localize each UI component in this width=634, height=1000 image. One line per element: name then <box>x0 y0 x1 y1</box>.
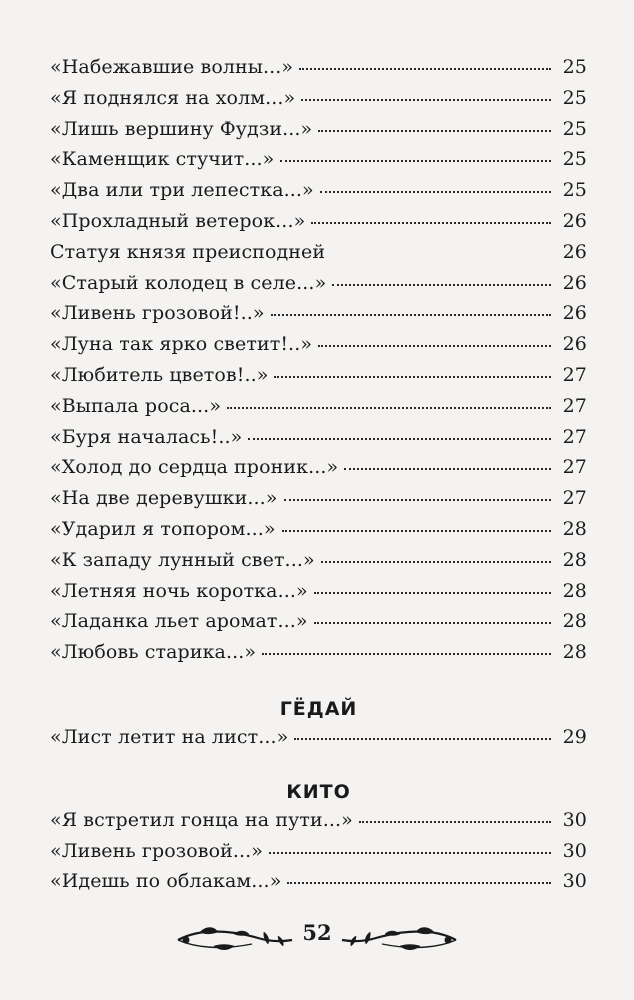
entry-page: 30 <box>562 808 587 831</box>
entry-title: «Лист летит на лист...» <box>50 725 289 748</box>
entry-title: «Ливень грозовой...» <box>50 839 264 862</box>
dot-leader <box>227 407 551 409</box>
entry-title: «Ладанка льет аромат...» <box>50 610 308 633</box>
entry-page: 28 <box>562 517 587 540</box>
entry-page: 25 <box>562 179 587 202</box>
toc-entry <box>50 580 587 611</box>
entry-title: «Буря началась!..» <box>50 425 243 448</box>
entry-title: «Я встретил гонца на пути...» <box>50 808 353 831</box>
dot-leader <box>359 821 551 823</box>
entry-page: 27 <box>562 425 587 448</box>
toc-entry <box>50 426 587 457</box>
entry-title: «Любитель цветов!..» <box>50 363 269 386</box>
dot-leader <box>344 468 551 470</box>
toc-entry <box>50 610 587 641</box>
entry-title: «Лишь вершину Фудзи...» <box>50 117 313 140</box>
entry-page: 29 <box>562 725 587 748</box>
section-heading-kito: КИТО <box>286 780 351 803</box>
dot-leader <box>287 882 551 884</box>
dot-leader <box>262 653 551 655</box>
entry-page: 28 <box>562 548 587 571</box>
entry-title: «Луна так ярко светит!..» <box>50 333 313 356</box>
toc-entry <box>50 118 587 149</box>
entry-title: «На две деревушки...» <box>50 487 278 510</box>
dot-leader <box>282 530 551 532</box>
toc-entry <box>50 56 587 87</box>
toc-entry <box>50 395 587 426</box>
toc-entry <box>50 641 587 672</box>
toc-entry <box>50 241 587 272</box>
toc-entry <box>50 179 587 210</box>
entry-page: 30 <box>562 839 587 862</box>
entry-title: «Прохладный ветерок...» <box>50 209 306 232</box>
entry-page: 27 <box>562 363 587 386</box>
dot-leader <box>284 499 551 501</box>
toc-entry <box>50 809 587 840</box>
entry-page: 26 <box>562 240 587 263</box>
dot-leader <box>318 345 551 347</box>
table-of-contents <box>50 56 587 901</box>
dot-leader <box>314 592 551 594</box>
entry-page: 27 <box>562 394 587 417</box>
entry-title: «Летняя ночь коротка...» <box>50 579 308 602</box>
dot-leader <box>301 99 551 101</box>
entry-page: 26 <box>562 209 587 232</box>
entry-title: Статуя князя преисподней <box>50 240 326 263</box>
entry-title: «К западу лунный свет...» <box>50 548 315 571</box>
entry-page: 28 <box>562 579 587 602</box>
toc-entry <box>50 726 587 757</box>
entry-page: 25 <box>562 56 587 78</box>
dot-leader <box>314 622 551 624</box>
entry-title: «Ударил я топором...» <box>50 517 276 540</box>
entry-page: 26 <box>562 302 587 325</box>
entry-title: «Ливень грозовой!..» <box>50 302 265 325</box>
toc-entry <box>50 870 587 901</box>
dot-leader <box>274 376 551 378</box>
dot-leader <box>320 191 551 193</box>
entry-title: «Старый колодец в селе...» <box>50 271 327 294</box>
toc-entry <box>50 272 587 303</box>
toc-entry <box>50 364 587 395</box>
entry-page: 26 <box>562 333 587 356</box>
entry-title: «Идешь по облакам...» <box>50 870 282 893</box>
dot-leader <box>294 738 551 740</box>
entry-title: «Холод до сердца проник...» <box>50 456 339 479</box>
entry-page: 25 <box>562 148 587 171</box>
entry-page: 25 <box>562 117 587 140</box>
entry-page: 28 <box>562 641 587 664</box>
dot-leader <box>321 561 551 563</box>
dot-leader <box>280 160 551 162</box>
dot-leader <box>271 314 551 316</box>
toc-entry <box>50 487 587 518</box>
toc-entry <box>50 518 587 549</box>
section-heading-gedai: ГЁДАЙ <box>279 697 358 720</box>
entry-page: 26 <box>562 271 587 294</box>
entry-title: «Выпала роса...» <box>50 394 222 417</box>
entry-page: 28 <box>562 610 587 633</box>
toc-entry <box>50 148 587 179</box>
section-entries-1 <box>50 56 587 672</box>
toc-entry <box>50 840 587 871</box>
entry-title: «Любовь старика...» <box>50 641 257 664</box>
entry-title: «Два или три лепестка...» <box>50 179 314 202</box>
entry-page: 25 <box>562 86 587 109</box>
entry-title: «Набежавшие волны...» <box>50 56 294 78</box>
toc-entry <box>50 549 587 580</box>
entry-page: 30 <box>562 870 587 893</box>
dot-leader <box>311 222 551 224</box>
toc-entry <box>50 87 587 118</box>
page-number: 52 <box>302 920 332 945</box>
dot-leader <box>332 284 551 286</box>
dot-leader <box>248 438 551 440</box>
dot-leader <box>299 68 551 70</box>
section-entries-gedai <box>50 726 587 757</box>
entry-page: 27 <box>562 487 587 510</box>
section-entries-kito <box>50 809 587 901</box>
toc-entry <box>50 456 587 487</box>
entry-page: 27 <box>562 456 587 479</box>
entry-title: «Каменщик стучит...» <box>50 148 275 171</box>
toc-entry <box>50 210 587 241</box>
toc-entry <box>50 333 587 364</box>
entry-title: «Я поднялся на холм...» <box>50 86 296 109</box>
toc-entry <box>50 302 587 333</box>
dot-leader <box>269 852 551 854</box>
dot-leader <box>318 130 551 132</box>
